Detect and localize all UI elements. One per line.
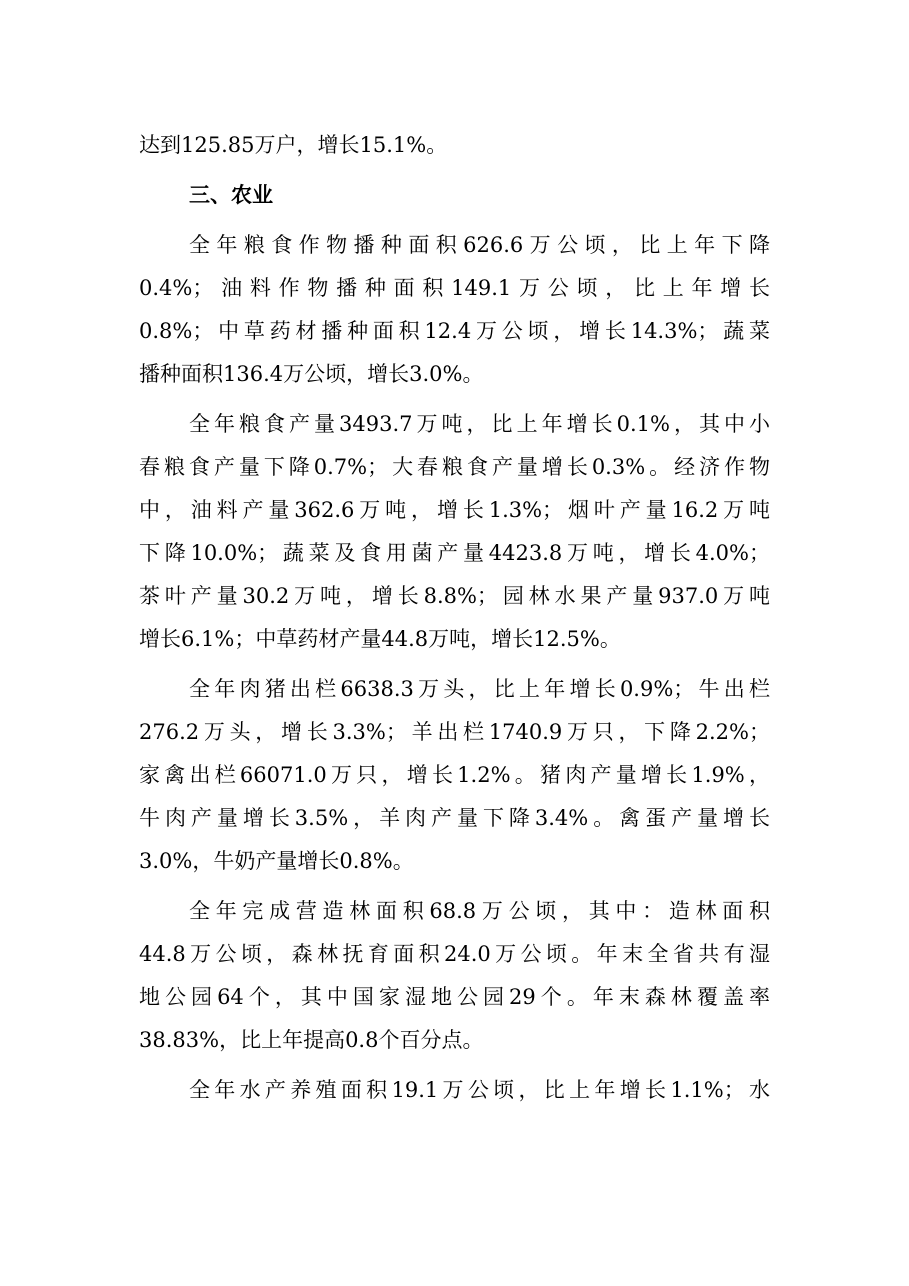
paragraph-line: 全年肉猪出栏6638.3万头，比上年增长0.9%；牛出栏 — [189, 677, 770, 701]
spacer — [139, 167, 770, 174]
paragraph-forestry — [139, 890, 770, 1062]
paragraph-line: 下降10.0%；蔬菜及食用菌产量4423.8万吨，增长4.0%； — [139, 541, 770, 565]
paragraph-line: 茶叶产量30.2万吨，增长8.8%；园林水果产量937.0万吨 — [139, 584, 770, 608]
paragraph-line: 春粮食产量下降0.7%；大春粮食产量增长0.3%。经济作物 — [139, 455, 770, 479]
paragraph-line: 44.8万公顷，森林抚育面积24.0万公顷。年末全省共有湿 — [139, 942, 770, 966]
paragraph-line: 全年水产养殖面积19.1万公顷，比上年增长1.1%；水 — [189, 1078, 770, 1102]
paragraph-line: 全年完成营造林面积68.8万公顷，其中：造林面积 — [189, 899, 770, 923]
paragraph-livestock — [139, 668, 770, 883]
spacer — [139, 396, 770, 403]
paragraph-aquaculture — [139, 1069, 770, 1112]
paragraph-line: 全年粮食产量3493.7万吨，比上年增长0.1%，其中小 — [189, 412, 770, 436]
paragraph-line: 牛肉产量增长3.5%，羊肉产量下降3.4%。禽蛋产量增长 — [139, 806, 770, 830]
spacer — [139, 661, 770, 668]
paragraph-line: 全年粮食作物播种面积626.6万公顷，比上年下降 — [189, 233, 770, 257]
paragraph-line: 0.4%；油料作物播种面积149.1万公顷，比上年增长 — [139, 276, 770, 300]
spacer — [139, 883, 770, 890]
paragraph-line: 中，油料产量362.6万吨，增长1.3%；烟叶产量16.2万吨 — [139, 498, 770, 522]
paragraph-line: 增长6.1%；中草药材产量44.8万吨，增长12.5%。 — [139, 627, 621, 651]
paragraph-line: 地公园64个，其中国家湿地公园29个。年末森林覆盖率 — [139, 985, 770, 1009]
paragraph-line: 3.0%，牛奶产量增长0.8%。 — [139, 849, 414, 873]
intro-line: 达到125.85万户，增长15.1%。 — [139, 133, 448, 157]
spacer — [139, 217, 770, 224]
paragraph-line: 家禽出栏66071.0万只，增长1.2%。猪肉产量增长1.9%， — [139, 763, 770, 787]
paragraph-line: 播种面积136.4万公顷，增长3.0%。 — [139, 362, 484, 386]
paragraph-line: 276.2万头，增长3.3%；羊出栏1740.9万只，下降2.2%； — [139, 720, 770, 744]
paragraph-crop-output — [139, 403, 770, 661]
paragraph-line: 38.83%，比上年提高0.8个百分点。 — [139, 1028, 484, 1052]
document-body — [139, 124, 770, 1112]
paragraph-sowing-area — [139, 224, 770, 396]
paragraph-line: 0.8%；中草药材播种面积12.4万公顷，增长14.3%；蔬菜 — [139, 319, 770, 343]
section-heading: 三、农业 — [189, 183, 273, 207]
spacer — [139, 1062, 770, 1069]
